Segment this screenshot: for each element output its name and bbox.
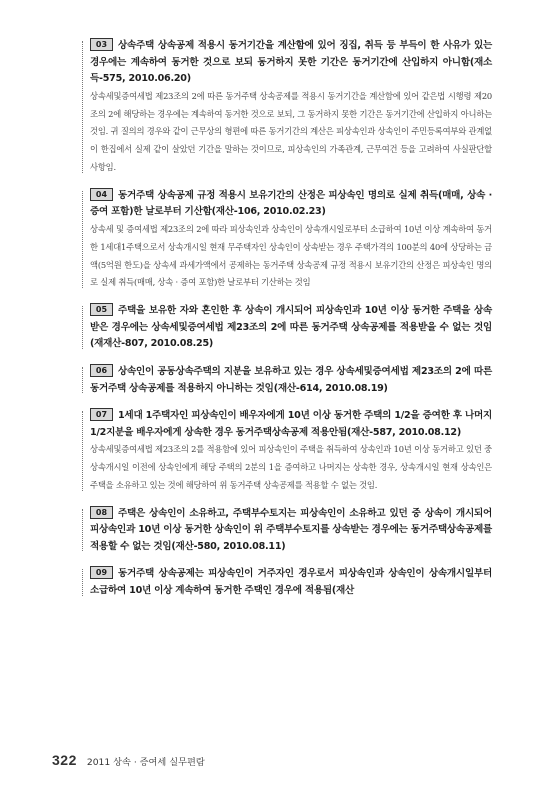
ruling-number-badge: 07 <box>90 408 113 421</box>
ruling-body: 상속세및증여세법 제23조의 2에 따른 동거주택 상속공제를 적용시 동거기간을 계산함에 있어 같은법 시행령 제20조의 2에 해당하는 경우에는 계속하여 동거한 것으로 보되, 그 동거하지 못한 기간은 동거기간에 산입하지 아니하는 것임. 귀 질의의 경우와 같이 근무상의 형편에 따른 동거기간의 계산은 피상속인과 상속인이 주민등록여부와 관계없이 한집에서 실제 같이 살았던 기간을 말하는 것이므로, 피상속인의 가족관계, 근무여건 등을 고려하여 사실판단할 사항임. <box>90 90 492 172</box>
ruling-body: 상속세 및 증여세법 제23조의 2에 따라 피상속인과 상속인이 상속개시일로부터 소급하여 10년 이상 계속하여 동거한 1세대1주택으로서 상속개시일 현재 무주택자인 상속인이 상속받는 경우 주택가격의 100분의 40에 상당하는 금액(5억원 한도)을 상속세 과세가액에서 공제하는 동거주택 상속공제 규정 적용시 보유기간의 산정은 피상속인 명의로 실제 취득(매매, 상속 · 증여 포함)한 날로부터 기산하는 것임 <box>90 223 492 288</box>
ruling-number-badge: 04 <box>90 188 113 201</box>
ruling-entry-07 <box>82 408 492 495</box>
ruling-entry-09 <box>82 566 492 599</box>
ruling-entry-06 <box>82 364 492 397</box>
ruling-entry-08 <box>82 506 492 556</box>
ruling-heading-text: 상속주택 상속공제 적용시 동거기간을 계산함에 있어 징집, 취득 등 부득이 한 사유가 있는 경우에는 계속하여 동거한 것으로 보되 동거하지 못한 기간은 동거기간에 산입하지 아니함(재소득-575, 2010.06.20) <box>90 40 492 85</box>
ruling-heading <box>90 506 492 556</box>
book-title: 2011 상속 · 증여세 실무편람 <box>86 757 205 768</box>
ruling-entry-03 <box>82 38 492 177</box>
ruling-number-badge: 06 <box>90 364 113 377</box>
ruling-heading <box>90 303 492 353</box>
document-page <box>82 38 492 600</box>
ruling-heading-text: 주택을 보유한 자와 혼인한 후 상속이 개시되어 피상속인과 10년 이상 동거한 주택을 상속받은 경우에는 상속세및증여세법 제23조의 2에 따른 동거주택 상속공제를 적용받을 수 없는 것임(재재산-807, 2010.08.25) <box>90 305 492 350</box>
ruling-heading <box>90 408 492 441</box>
ruling-heading-text: 1세대 1주택자인 피상속인이 배우자에게 10년 이상 동거한 주택의 1/2을 증여한 후 나머지 1/2지분을 배우자에게 상속한 경우 동거주택상속공제 적용안됨(재산-587, 2010.08.12) <box>90 410 492 438</box>
ruling-heading <box>90 364 492 397</box>
ruling-entry-05 <box>82 303 492 353</box>
ruling-entry-04 <box>82 188 492 292</box>
ruling-number-badge: 09 <box>90 566 113 579</box>
ruling-heading-text: 주택은 상속인이 소유하고, 주택부수토지는 피상속인이 소유하고 있던 중 상속이 개시되어 피상속인과 10년 이상 동거한 상속인이 위 주택부수토지를 상속받는 경우에는 동거주택상속공제를 적용할 수 없는 것임(재산-580, 2010.08.11) <box>90 507 492 552</box>
ruling-heading-text: 동거주택 상속공제 규정 적용시 보유기간의 산정은 피상속인 명의로 실제 취득(매매, 상속 · 증여 포함)한 날로부터 기산함(재산-106, 2010.02.23) <box>90 189 492 218</box>
ruling-heading <box>90 188 492 221</box>
ruling-body: 상속세및증여세법 제23조의 2를 적용함에 있어 피상속인이 주택을 취득하여 상속인과 10년 이상 동거하고 있던 중 상속개시일 이전에 상속인에게 해당 주택의 2분의 1을 증여하고 나머지는 상속한 경우, 상속개시일 현재 상속인은 주택을 소유하고 있는 것에 해당하여 위 동거주택 상속공제를 적용할 수 없는 것임. <box>90 444 492 490</box>
ruling-number-badge: 03 <box>90 38 113 51</box>
page-footer <box>52 752 205 768</box>
ruling-heading <box>90 38 492 88</box>
ruling-heading-text: 동거주택 상속공제는 피상속인이 거주자인 경우로서 피상속인과 상속인이 상속개시일부터 소급하여 10년 이상 계속하여 동거한 주택인 경우에 적용됨(재산 <box>90 568 492 597</box>
ruling-heading <box>90 566 492 599</box>
ruling-number-badge: 08 <box>90 506 113 519</box>
page-number: 322 <box>52 752 77 768</box>
ruling-number-badge: 05 <box>90 303 113 316</box>
ruling-heading-text: 상속인이 공동상속주택의 지분을 보유하고 있는 경우 상속세및증여세법 제23조의 2에 따른 동거주택 상속공제를 적용하지 아니하는 것임(재산-614, 2010.08.19) <box>90 365 492 394</box>
